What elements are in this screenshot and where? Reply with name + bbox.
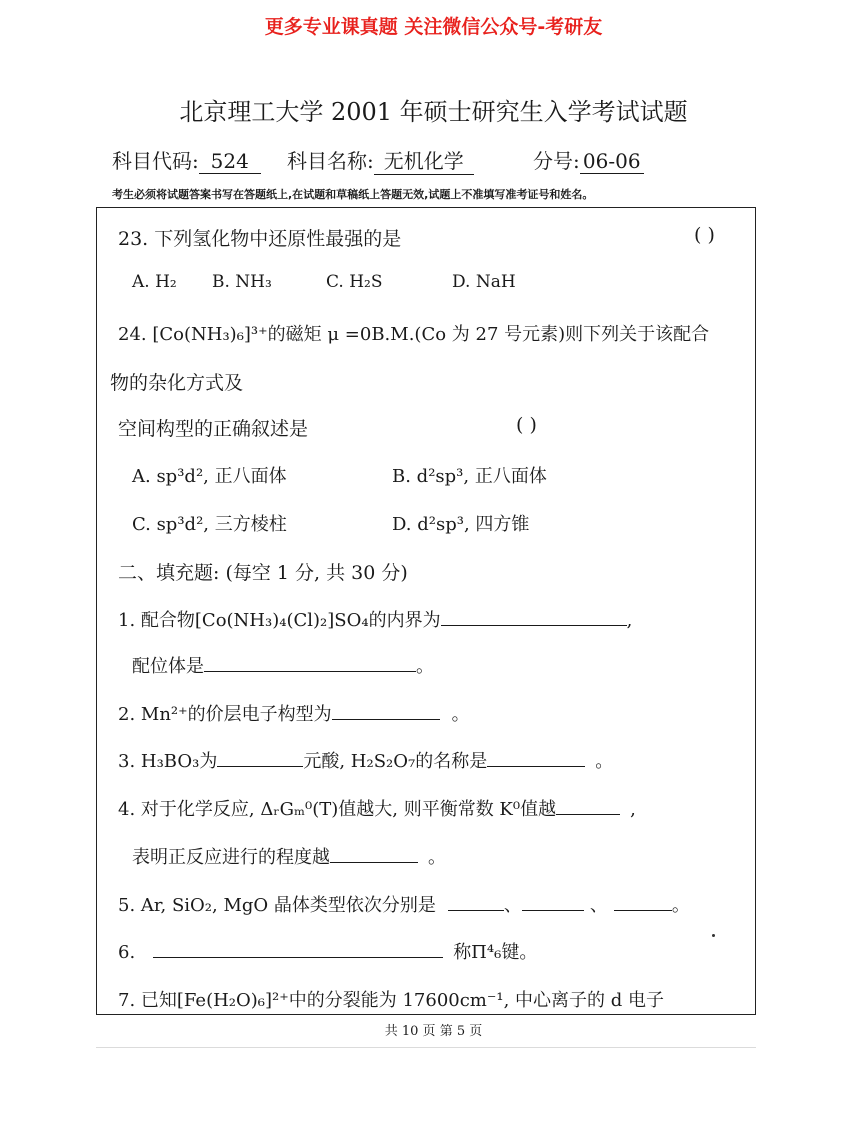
fill3-blank-1 xyxy=(217,748,303,767)
fill2-blank xyxy=(332,701,440,720)
fill5-blank-2 xyxy=(522,892,584,911)
fill4-line2-text: 表明正反应进行的程度越 xyxy=(132,847,330,868)
q24-option-b: B. d²sp³, 正八面体 xyxy=(392,466,547,487)
fill3-blank-2 xyxy=(487,748,585,767)
fill6-blank xyxy=(153,939,443,958)
fill4-blank-1 xyxy=(556,796,620,815)
q24-line1: 24. [Co(NH₃)₆]³⁺的磁矩 μ =0B.M.(Co 为 27 号元素)则下列关于该配合 xyxy=(118,324,710,345)
q23-option-b: B. NH₃ xyxy=(212,272,272,292)
q24-option-c: C. sp³d², 三方棱柱 xyxy=(132,514,287,535)
fill1-line1 xyxy=(118,606,632,632)
q24-line3: 空间构型的正确叙述是 xyxy=(118,418,309,440)
scan-noise-line xyxy=(96,1047,756,1048)
fill4-line2 xyxy=(132,843,446,869)
fill1-line2-end: 。 xyxy=(416,656,434,677)
fill6-end: 称Π⁴₆键。 xyxy=(453,942,538,963)
subject-code-value: 524 xyxy=(199,149,261,174)
fill5-end: 。 xyxy=(671,895,690,916)
subject-name-label: 科目名称: xyxy=(287,149,374,173)
fill1-line2 xyxy=(132,652,434,678)
fill5-sep1: 、 xyxy=(503,895,522,916)
fill1-end: , xyxy=(626,610,633,631)
fill6-text: 6. xyxy=(118,942,136,963)
fill4-line1 xyxy=(118,795,636,821)
fill2-text: 2. Mn²⁺的价层电子构型为 xyxy=(118,704,332,725)
fill3-line xyxy=(118,747,613,773)
fill5-sep2: 、 xyxy=(589,895,608,916)
subject-code xyxy=(112,145,261,174)
subject-code-label: 科目代码: xyxy=(112,149,199,173)
fill1-blank-1 xyxy=(441,607,627,626)
subject-name xyxy=(287,145,474,175)
fill7-line: 7. 已知[Fe(H₂O)₆]²⁺中的分裂能为 17600cm⁻¹, 中心离子的 d 电子 xyxy=(118,990,665,1011)
watermark-banner: 更多专业课真题 关注微信公众号-考研友 xyxy=(264,16,603,38)
fill5-line xyxy=(118,891,690,917)
section2-heading: 二、填充题: (每空 1 分, 共 30 分) xyxy=(118,562,408,584)
exam-title: 北京理工大学 2001 年硕士研究生入学考试试题 xyxy=(179,98,688,126)
q23-option-a: A. H₂ xyxy=(132,272,177,292)
page-footer: 共 10 页 第 5 页 xyxy=(384,1024,483,1039)
fill6-line xyxy=(118,938,537,964)
subject-name-value: 无机化学 xyxy=(374,145,474,175)
scan-speck xyxy=(712,934,715,937)
fill1-line2-text: 配位体是 xyxy=(132,656,204,677)
fill4-end: , xyxy=(630,799,636,820)
fill5-text: 5. Ar, SiO₂, MgO 晶体类型依次分别是 xyxy=(118,895,436,916)
score-number xyxy=(533,145,644,174)
q24-option-a: A. sp³d², 正八面体 xyxy=(132,466,287,487)
fill4-text: 4. 对于化学反应, ΔᵣGₘ⁰(T)值越大, 则平衡常数 K⁰值越 xyxy=(118,799,557,820)
exam-instruction: 考生必须将试题答案书写在答题纸上,在试题和草稿纸上答题无效,试题上不准填写准考证号和姓名。 xyxy=(112,188,594,201)
fill3-text: 3. H₃BO₃为 xyxy=(118,751,218,772)
fill1-text: 1. 配合物[Co(NH₃)₄(Cl)₂]SO₄的内界为 xyxy=(118,610,441,631)
fill4-blank-2 xyxy=(330,844,418,863)
q23-answer-paren: ( ) xyxy=(694,224,715,246)
q24-option-d: D. d²sp³, 四方锥 xyxy=(392,514,530,535)
fill4-line2-end: 。 xyxy=(428,847,446,868)
fill2-end: 。 xyxy=(451,704,470,725)
q24-answer-paren: ( ) xyxy=(516,414,537,436)
q24-line2: 物的杂化方式及 xyxy=(110,372,244,394)
fill3-end: 。 xyxy=(595,751,614,772)
q23-stem: 23. 下列氢化物中还原性最强的是 xyxy=(118,228,402,250)
fill5-blank-1 xyxy=(448,892,504,911)
score-number-label: 分号: xyxy=(533,149,580,173)
q23-option-c: C. H₂S xyxy=(326,272,383,292)
score-number-value: 06-06 xyxy=(580,149,644,174)
fill3-mid: 元酸, H₂S₂O₇的名称是 xyxy=(303,751,488,772)
fill1-blank-2 xyxy=(204,653,416,672)
fill2-line xyxy=(118,700,470,726)
fill5-blank-3 xyxy=(614,892,672,911)
q23-option-d: D. NaH xyxy=(452,272,516,292)
